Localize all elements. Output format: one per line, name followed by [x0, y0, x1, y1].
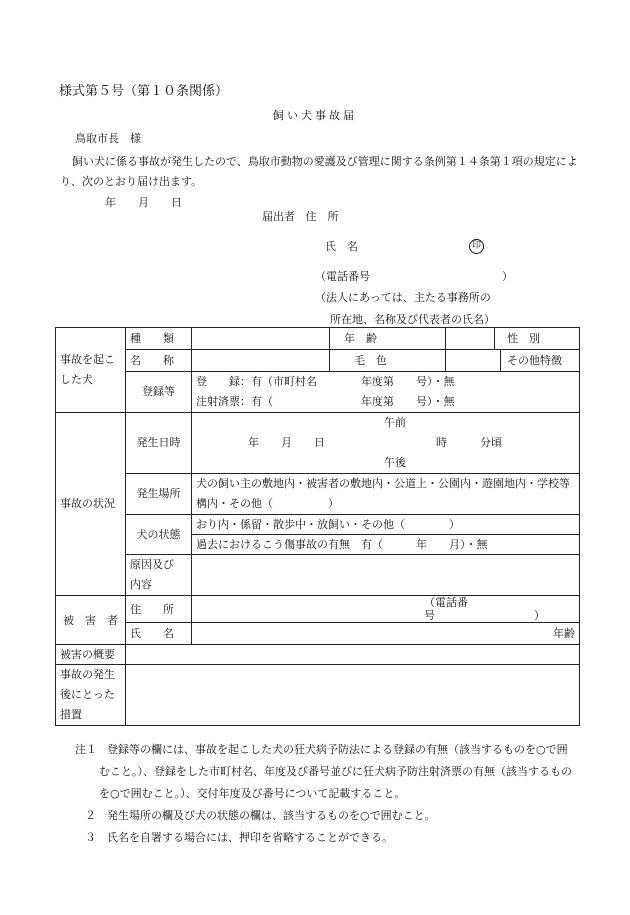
vacc-line: 注射済票：有（ 年度第 号）・無	[196, 395, 455, 408]
note-3	[75, 827, 585, 849]
note-1-num: 注１	[75, 743, 97, 756]
corp-note-2: 所在地、名称及び代表者の氏名）	[330, 313, 495, 326]
measures-label-2: 後にとった	[60, 688, 115, 702]
body-text: 飼い犬に係る事故が発生したので、鳥取市動物の愛護及び管理に関する条例第１４条第１項の規定により、次のとおり届け出ます。	[60, 155, 578, 188]
measures-label	[56, 665, 126, 726]
coat-label: 毛 色	[330, 350, 446, 372]
measures-label-1: 事故の発生	[60, 668, 115, 682]
place-text-1: 犬の飼い主の敷地内・被害者の敷地内・公道上・公園内・遊園地内・学校等	[196, 477, 570, 490]
applicant-phone[interactable]: （電話番号 ）	[315, 270, 513, 283]
dog-name-label: 名 称	[126, 350, 192, 372]
document-title: 飼い犬事故届	[273, 109, 357, 122]
form-number: 様式第５号（第１０条関係）	[59, 84, 229, 99]
age-field[interactable]	[446, 328, 580, 350]
datetime-field[interactable]	[192, 413, 580, 474]
note-1-line-1: 登録等の欄には、事故を起こした犬の狂犬病予防法による登録の有無（該当するものを○で囲	[107, 743, 568, 756]
place-field[interactable]	[192, 474, 580, 515]
other-label: その他特徴	[507, 354, 562, 367]
cause-field[interactable]	[192, 555, 580, 596]
cause-label-2: 内容	[130, 578, 152, 591]
note-1	[75, 739, 585, 761]
history-field[interactable]: 過去におけるこう傷事故の有無 有（ 年 月）・無	[192, 535, 580, 555]
addressee: 鳥取市長 様	[75, 132, 141, 145]
victim-address-label: 住 所	[126, 596, 192, 623]
victim-section-label: 被 害 者	[56, 596, 126, 645]
breed-label: 種 類	[126, 328, 192, 350]
seal-icon: 印	[469, 239, 484, 254]
time-mid: 時 分頃	[436, 436, 502, 449]
note-1-line-3: を○で囲むこと。）、交付年度及び番号について記載すること。	[99, 787, 406, 800]
damage-field[interactable]	[126, 645, 580, 665]
sex-label: 性 別	[507, 332, 540, 345]
damage-label: 被害の概要	[56, 645, 126, 665]
breed-field[interactable]	[192, 328, 330, 350]
victim-address-field[interactable]: （電話番号 ）	[192, 596, 580, 623]
applicant-name-label[interactable]: 氏 名	[325, 240, 358, 253]
pm-label: 午後	[384, 456, 406, 469]
coat-field[interactable]	[446, 350, 580, 372]
incident-section-label: 事故の状況	[56, 413, 126, 596]
victim-name-label: 氏 名	[126, 623, 192, 645]
corp-note-1: （法人にあっては、主たる事務所の	[315, 291, 491, 304]
date-line[interactable]: 年 月 日	[105, 196, 182, 209]
incident-table	[55, 327, 580, 726]
applicant-address-label: 住 所	[305, 210, 339, 223]
place-label: 発生場所	[126, 474, 192, 515]
note-3-line-1: 氏名を自署する場合には、押印を省略することができる。	[107, 831, 393, 844]
date-mid: 年 月 日	[248, 436, 325, 449]
registration-field[interactable]	[192, 372, 580, 413]
note-2-num: ２	[85, 809, 96, 822]
dog-name-field[interactable]	[192, 350, 330, 372]
note-2	[75, 805, 585, 827]
registration-label: 登録等	[126, 372, 192, 413]
applicant-label: 届出者	[262, 210, 295, 223]
state-label: 犬の状態	[126, 515, 192, 555]
datetime-label: 発生日時	[126, 413, 192, 474]
cause-label-1: 原因及び	[130, 558, 174, 571]
age-label: 年 齢	[330, 328, 446, 350]
dog-section-label: 事故を起こした犬	[56, 328, 126, 413]
applicant-address-row[interactable]	[262, 211, 339, 222]
cause-label	[126, 555, 192, 596]
state-field[interactable]: おり内・係留・散歩中・放飼い・その他（ ）	[192, 515, 580, 535]
notes	[75, 739, 585, 849]
measures-label-3: 措置	[60, 708, 82, 722]
note-1-line-2: むこと。）、登録をした市町村名、年度及び番号並びに狂犬病予防注射済票の有無（該当するもの	[99, 765, 572, 778]
note-3-num: ３	[85, 831, 96, 844]
reg-line: 登 録：有（市町村名 年度第 号）・無	[196, 375, 455, 388]
measures-field[interactable]	[126, 665, 580, 726]
am-label: 午前	[384, 416, 406, 429]
victim-name-field[interactable]: 年齢	[192, 623, 580, 645]
place-text-2: 構内・その他（ ）	[196, 497, 339, 510]
note-2-line-1: 発生場所の欄及び犬の状態の欄は、該当するものを○で囲むこと。	[107, 809, 436, 822]
